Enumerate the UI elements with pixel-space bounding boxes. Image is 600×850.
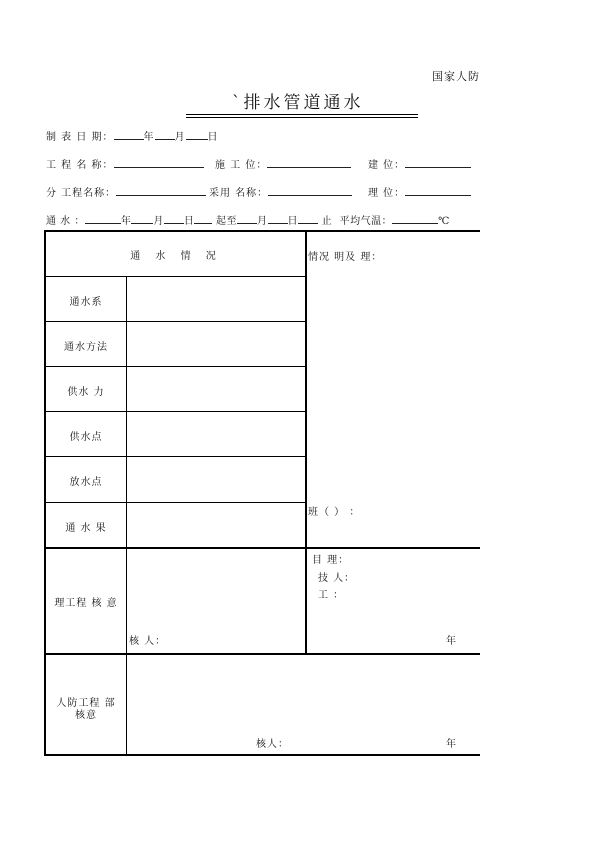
start-label: 起至 (216, 216, 238, 227)
tech-lead-label: 技 人： (318, 573, 356, 584)
row-label-system: 通水系 (69, 297, 103, 308)
project-name-line (46, 156, 204, 171)
row-label-pressure: 供水 力 (67, 387, 105, 398)
value-cell-pressure[interactable] (127, 367, 305, 411)
title-mark: ` (232, 93, 244, 113)
avg-temp-label: 平均气温： (339, 216, 393, 227)
end-day-field[interactable] (268, 213, 288, 224)
supervision-unit-line (368, 184, 471, 199)
date-label: 制 表 日 期： (46, 132, 114, 143)
civil-defense-label-line2: 核意 (75, 710, 97, 721)
row-label-supply-point: 供水点 (69, 432, 103, 443)
table-top-border (44, 230, 480, 232)
table-header-right: 情况 明及 理： (308, 252, 383, 263)
org-name-text: 国家人防 (432, 70, 480, 83)
date-year-field[interactable] (114, 129, 144, 140)
start-year-field[interactable] (85, 213, 121, 224)
start-month-field[interactable] (131, 213, 153, 224)
end-label: 止 (321, 216, 333, 227)
civil-defense-sign-label: 核人： (256, 739, 289, 750)
date-line (46, 128, 219, 143)
construction-unit-field[interactable] (267, 157, 351, 168)
value-cell-drain-point[interactable] (127, 457, 305, 501)
civil-defense-label-line1: 人防工程 部 (56, 698, 116, 709)
title-text: 排水管道通水 (243, 93, 364, 113)
adopt-name-label: 采用 名称： (209, 188, 269, 199)
start-extra-field[interactable] (194, 213, 212, 224)
row-label-result: 通 水 果 (65, 523, 107, 534)
start-day-field[interactable] (164, 213, 184, 224)
project-name-label: 工 程 名 称： (46, 160, 114, 171)
start-year-text: 年 (120, 216, 132, 227)
construction-unit-line (215, 156, 351, 171)
adopt-name-field[interactable] (268, 185, 352, 196)
year-text: 年 (143, 132, 155, 143)
document-title (232, 88, 364, 113)
test-label: 通 水 ： (46, 216, 85, 227)
table-bottom-border (44, 754, 480, 756)
supervision-unit-field[interactable] (405, 185, 471, 196)
start-day-text: 日 (183, 216, 195, 227)
sub-project-line (46, 184, 206, 199)
end-day-text: 日 (287, 216, 299, 227)
temp-unit: ℃ (438, 216, 450, 227)
worker-label: 工 ： (318, 590, 345, 601)
sign-label-divider (126, 548, 127, 754)
date-day-field[interactable] (186, 129, 208, 140)
month-text: 月 (174, 132, 186, 143)
sub-project-field[interactable] (116, 185, 206, 196)
end-extra-field[interactable] (298, 213, 318, 224)
start-month-text: 月 (153, 216, 164, 227)
test-period-line (46, 212, 450, 227)
building-unit-field[interactable] (405, 157, 471, 168)
section-line-2 (44, 653, 480, 655)
sub-project-label: 分 工程名称： (46, 188, 117, 199)
supervision-opinion-label: 理工程 核 意 (54, 598, 118, 609)
project-manager-label: 目 理： (312, 555, 350, 566)
section-line-1 (44, 547, 480, 549)
supervision-unit-label: 理 位： (368, 188, 406, 199)
team-label: 班（ ） ： (308, 507, 361, 518)
supervision-year-label: 年 (446, 636, 457, 647)
value-cell-method[interactable] (127, 322, 305, 366)
row-label-drain-point: 放水点 (69, 477, 103, 488)
title-underline-bottom (186, 117, 418, 118)
avg-temp-field[interactable] (392, 213, 438, 224)
date-month-field[interactable] (155, 129, 175, 140)
table-header-left: 通 水 情 况 (130, 251, 222, 262)
adopt-name-line (209, 184, 352, 199)
building-unit-line (368, 156, 471, 171)
end-month-field[interactable] (237, 213, 257, 224)
construction-unit-label: 施 工 位： (215, 160, 268, 171)
end-month-text: 月 (257, 216, 268, 227)
table-left-border (44, 230, 46, 755)
column-divider (305, 230, 307, 654)
civil-defense-year-label: 年 (446, 739, 457, 750)
building-unit-label: 建 位： (368, 160, 406, 171)
value-cell-result[interactable] (127, 503, 305, 547)
day-text: 日 (207, 132, 219, 143)
supervision-sign-label: 核 人： (129, 636, 167, 647)
title-underline-top (186, 114, 418, 115)
value-cell-system[interactable] (127, 277, 305, 321)
value-cell-supply-point[interactable] (127, 412, 305, 456)
project-name-field[interactable] (114, 157, 204, 168)
row-label-method: 通水方法 (64, 342, 108, 353)
